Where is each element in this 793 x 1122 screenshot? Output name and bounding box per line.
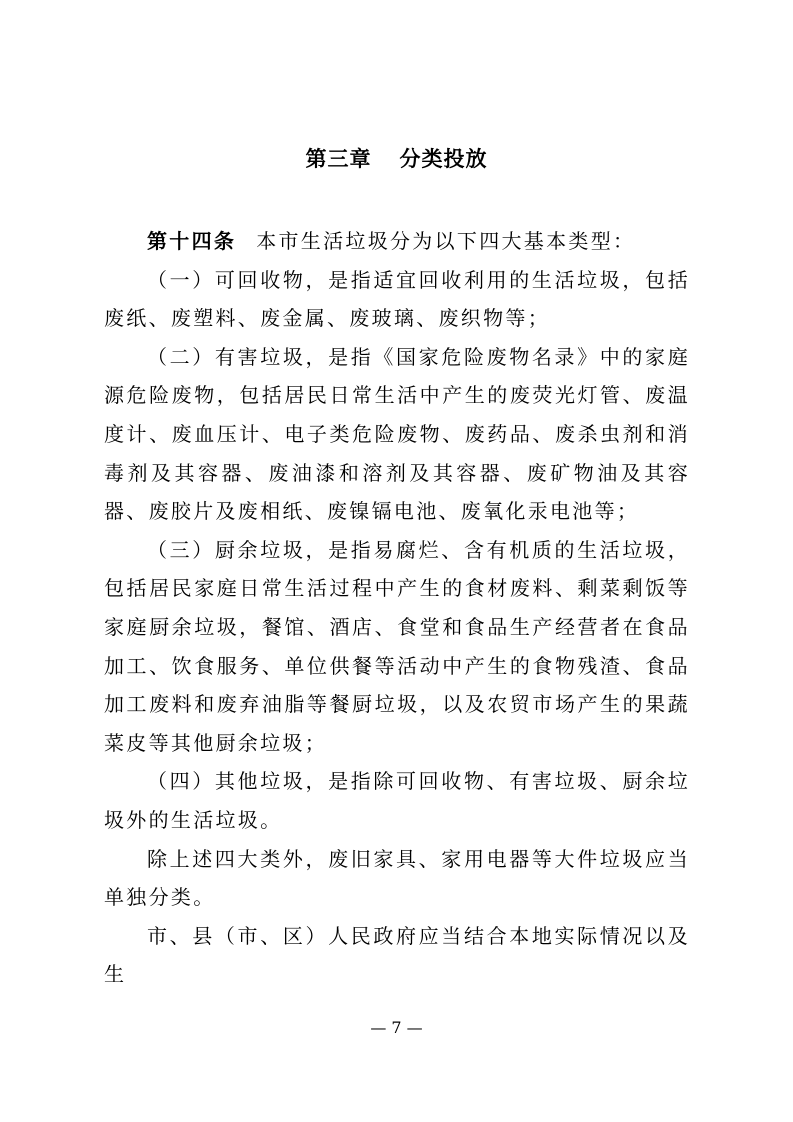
article-intro: 本市生活垃圾分为以下四大基本类型： [256,229,636,253]
paragraph-recyclables: （一）可回收物，是指适宜回收利用的生活垃圾，包括废纸、废塑料、废金属、废玻璃、废织物等； [104,267,690,331]
page-number: — 7 — [370,1018,423,1037]
chapter-label: 第三章 [305,147,372,171]
paragraph-other-waste: （四）其他垃圾，是指除可回收物、有害垃圾、厨余垃圾外的生活垃圾。 [104,769,690,832]
paragraph-bulky-waste: 除上述四大类外，废旧家具、家用电器等大件垃圾应当单独分类。 [104,846,690,910]
article-number: 第十四条 [147,229,237,253]
paragraph-government-duty: 市、县（市、区）人民政府应当结合本地实际情况以及生 [104,923,690,987]
article-intro-paragraph [104,222,690,261]
paragraph-hazardous-waste: （二）有害垃圾，是指《国家危险废物名录》中的家庭源危险废物，包括居民日常生活中产生的废荧光灯管、废温度计、废血压计、电子类危险废物、废药品、废杀虫剂和消毒剂及其容器、废油漆和溶剂及其容器、废矿物油及其容器、废胶片及废相纸、废镍镉电池、废氧化汞电池等； [104,344,690,524]
paragraph-kitchen-waste: （三）厨余垃圾，是指易腐烂、含有机质的生活垃圾，包括居民家庭日常生活过程中产生的食材废料、剩菜剩饭等家庭厨余垃圾，餐馆、酒店、食堂和食品生产经营者在食品加工、饮食服务、单位供餐等活动中产生的食物残渣、食品加工废料和废弃油脂等餐厨垃圾，以及农贸市场产生的果蔬菜皮等其他厨余垃圾； [104,537,690,755]
article-body [104,222,690,994]
chapter-title: 分类投放 [399,147,488,171]
chapter-heading [0,143,793,175]
